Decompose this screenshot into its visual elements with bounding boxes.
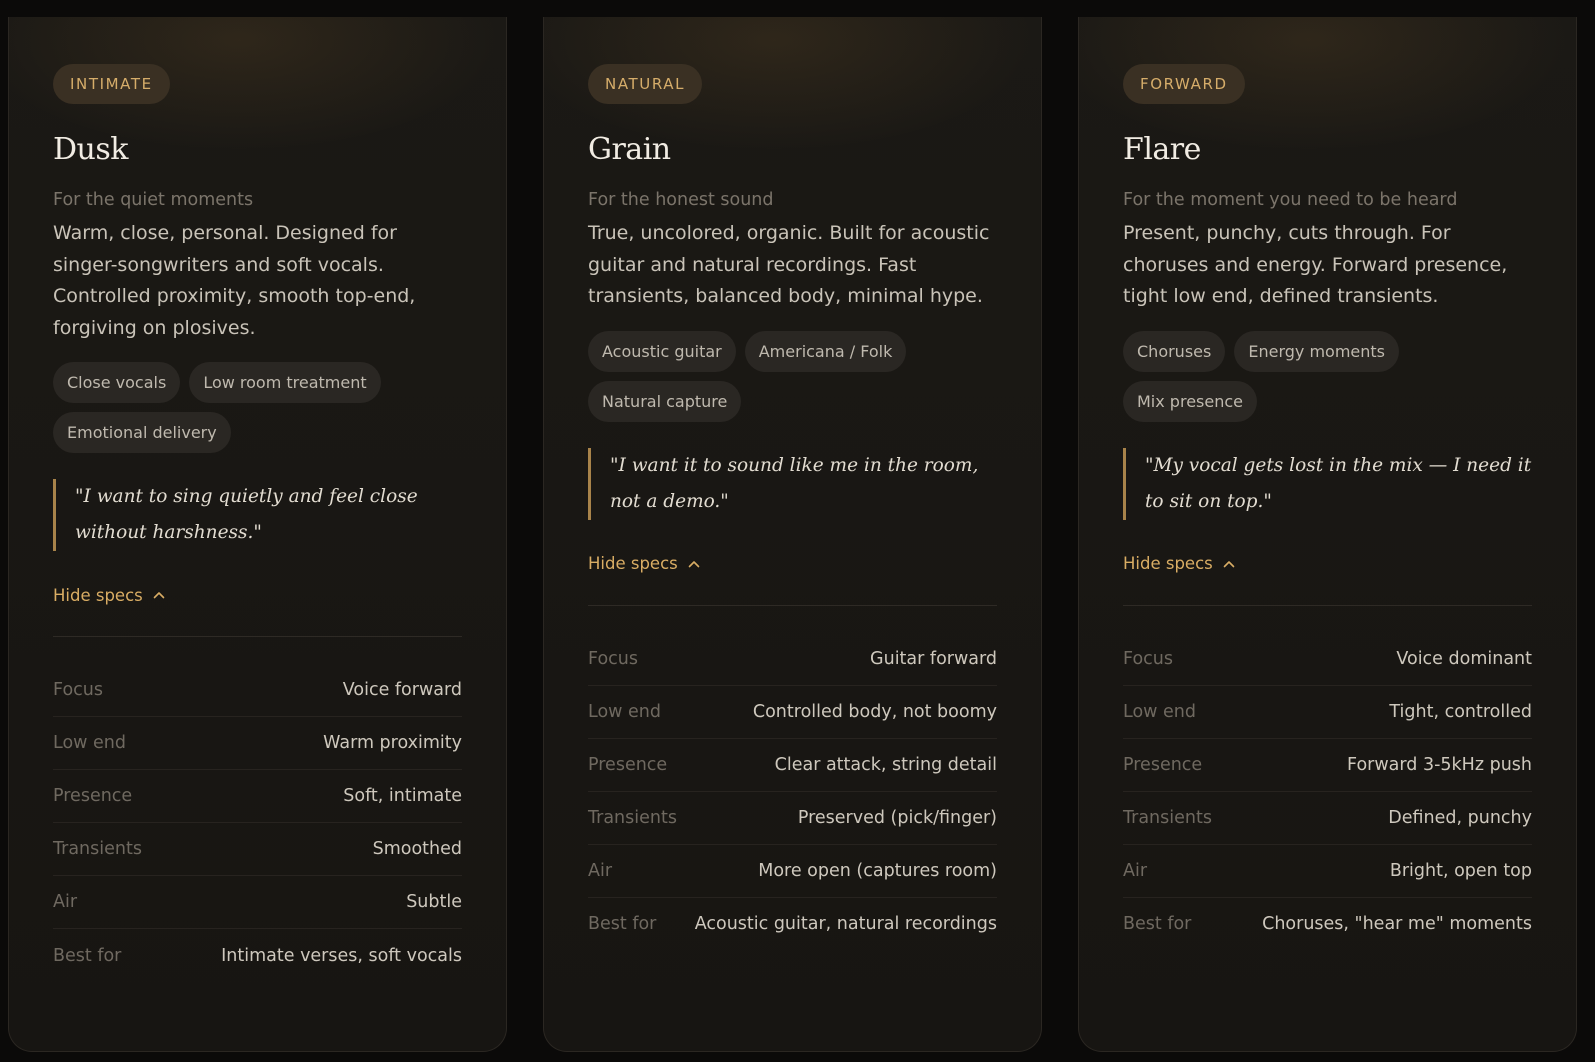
preset-description: Warm, close, personal. Designed for singer-songwriters and soft vocals. Controlled proximity, smooth top-end, forgiving on plosives. xyxy=(53,222,416,339)
top-strip xyxy=(0,0,1595,17)
spec-value: Controlled body, not boomy xyxy=(752,701,997,722)
spec-label: Focus xyxy=(1123,648,1173,669)
chevron-up-icon xyxy=(1223,560,1235,568)
spec-label: Air xyxy=(588,860,613,881)
divider xyxy=(588,605,997,606)
spec-label: Best for xyxy=(53,945,122,966)
spec-value: Preserved (pick/finger) xyxy=(797,807,997,828)
spec-value: Clear attack, string detail xyxy=(774,754,997,775)
tag-chip: Low room treatment xyxy=(189,362,380,403)
spec-label: Air xyxy=(53,892,78,912)
spec-row xyxy=(1123,686,1532,739)
spec-value: Acoustic guitar, natural recordings xyxy=(694,914,997,934)
spec-value: Defined, punchy xyxy=(1388,807,1532,828)
spec-row xyxy=(1123,845,1532,898)
tag-chip: Acoustic guitar xyxy=(588,331,736,372)
spec-label: Presence xyxy=(53,786,133,806)
spec-value: Intimate verses, soft vocals xyxy=(221,945,462,966)
spec-row xyxy=(588,792,997,845)
spec-value: Choruses, "hear me" moments xyxy=(1262,914,1532,934)
spec-value: More open (captures room) xyxy=(758,860,997,881)
spec-row xyxy=(53,770,462,823)
preset-card-flare xyxy=(1078,0,1577,1052)
user-quote: "I want it to sound like me in the room, not a demo." xyxy=(588,448,997,520)
spec-value: Warm proximity xyxy=(323,733,462,753)
preset-tagline: For the moment you need to be heard xyxy=(1123,190,1458,210)
use-case-tags xyxy=(588,331,997,422)
tag-chip: Natural capture xyxy=(588,381,741,422)
hide-specs-toggle[interactable] xyxy=(1123,546,1532,582)
spec-row xyxy=(588,633,997,686)
spec-label: Low end xyxy=(1123,701,1196,722)
spec-value: Guitar forward xyxy=(870,648,997,669)
spec-row xyxy=(53,929,462,982)
preset-title: Dusk xyxy=(53,132,128,167)
tag-chip: Energy moments xyxy=(1234,331,1399,372)
preset-description: True, uncolored, organic. Built for acoustic guitar and natural recordings. Fast transients, balanced body, minimal hype. xyxy=(588,222,990,307)
spec-label: Presence xyxy=(1123,754,1203,775)
spec-label: Best for xyxy=(588,914,657,934)
character-badge: NATURAL xyxy=(588,64,702,104)
preset-card-dusk xyxy=(8,0,507,1052)
use-case-tags xyxy=(53,362,462,453)
preset-description: Present, punchy, cuts through. For choruses and energy. Forward presence, tight low end, defined transients. xyxy=(1123,222,1508,307)
toggle-label: Hide specs xyxy=(1123,554,1213,573)
spec-row xyxy=(1123,739,1532,792)
character-badge: INTIMATE xyxy=(53,64,170,104)
spec-label: Air xyxy=(1123,860,1148,881)
preset-tagline: For the honest sound xyxy=(588,190,774,210)
chevron-up-icon xyxy=(688,560,700,568)
preset-tagline: For the quiet moments xyxy=(53,190,254,210)
spec-row xyxy=(588,898,997,951)
chevron-up-icon xyxy=(153,591,165,599)
tag-chip: Close vocals xyxy=(53,362,180,403)
use-case-tags xyxy=(1123,331,1532,422)
spec-row xyxy=(588,686,997,739)
spec-value: Smoothed xyxy=(372,839,462,859)
tag-chip: Emotional delivery xyxy=(53,412,231,453)
preset-title: Grain xyxy=(588,132,671,167)
spec-row xyxy=(53,717,462,770)
toggle-label: Hide specs xyxy=(588,554,678,573)
preset-title: Flare xyxy=(1123,132,1201,167)
spec-value: Forward 3-5kHz push xyxy=(1347,754,1532,775)
user-quote: "I want to sing quietly and feel close without harshness." xyxy=(53,479,462,551)
spec-label: Transients xyxy=(1123,807,1212,828)
spec-label: Transients xyxy=(53,839,142,859)
specs-table xyxy=(53,664,462,982)
spec-row xyxy=(588,845,997,898)
tag-chip: Mix presence xyxy=(1123,381,1257,422)
hide-specs-toggle[interactable] xyxy=(588,546,997,582)
spec-row xyxy=(53,876,462,929)
hide-specs-toggle[interactable] xyxy=(53,577,462,613)
preset-card-grain xyxy=(543,0,1042,1052)
spec-row xyxy=(1123,633,1532,686)
toggle-label: Hide specs xyxy=(53,585,143,605)
character-badge: FORWARD xyxy=(1123,64,1245,104)
spec-row xyxy=(1123,898,1532,951)
user-quote: "My vocal gets lost in the mix — I need it to sit on top." xyxy=(1123,448,1532,520)
divider xyxy=(1123,605,1532,606)
spec-row xyxy=(588,739,997,792)
tag-chip: Choruses xyxy=(1123,331,1225,372)
divider xyxy=(53,636,462,637)
spec-row xyxy=(53,664,462,717)
specs-table xyxy=(588,633,997,951)
spec-row xyxy=(53,823,462,876)
specs-table xyxy=(1123,633,1532,951)
spec-label: Focus xyxy=(53,680,103,700)
spec-value: Soft, intimate xyxy=(343,786,462,806)
spec-value: Tight, controlled xyxy=(1389,701,1532,722)
spec-label: Low end xyxy=(53,733,126,753)
spec-label: Best for xyxy=(1123,914,1192,934)
spec-label: Low end xyxy=(588,701,661,722)
spec-value: Voice forward xyxy=(342,680,462,700)
spec-label: Focus xyxy=(588,648,638,669)
spec-value: Bright, open top xyxy=(1389,860,1532,881)
spec-value: Subtle xyxy=(406,892,462,912)
spec-value: Voice dominant xyxy=(1396,648,1532,669)
spec-label: Presence xyxy=(588,754,668,775)
spec-label: Transients xyxy=(588,807,677,828)
spec-row xyxy=(1123,792,1532,845)
tag-chip: Americana / Folk xyxy=(745,331,907,372)
